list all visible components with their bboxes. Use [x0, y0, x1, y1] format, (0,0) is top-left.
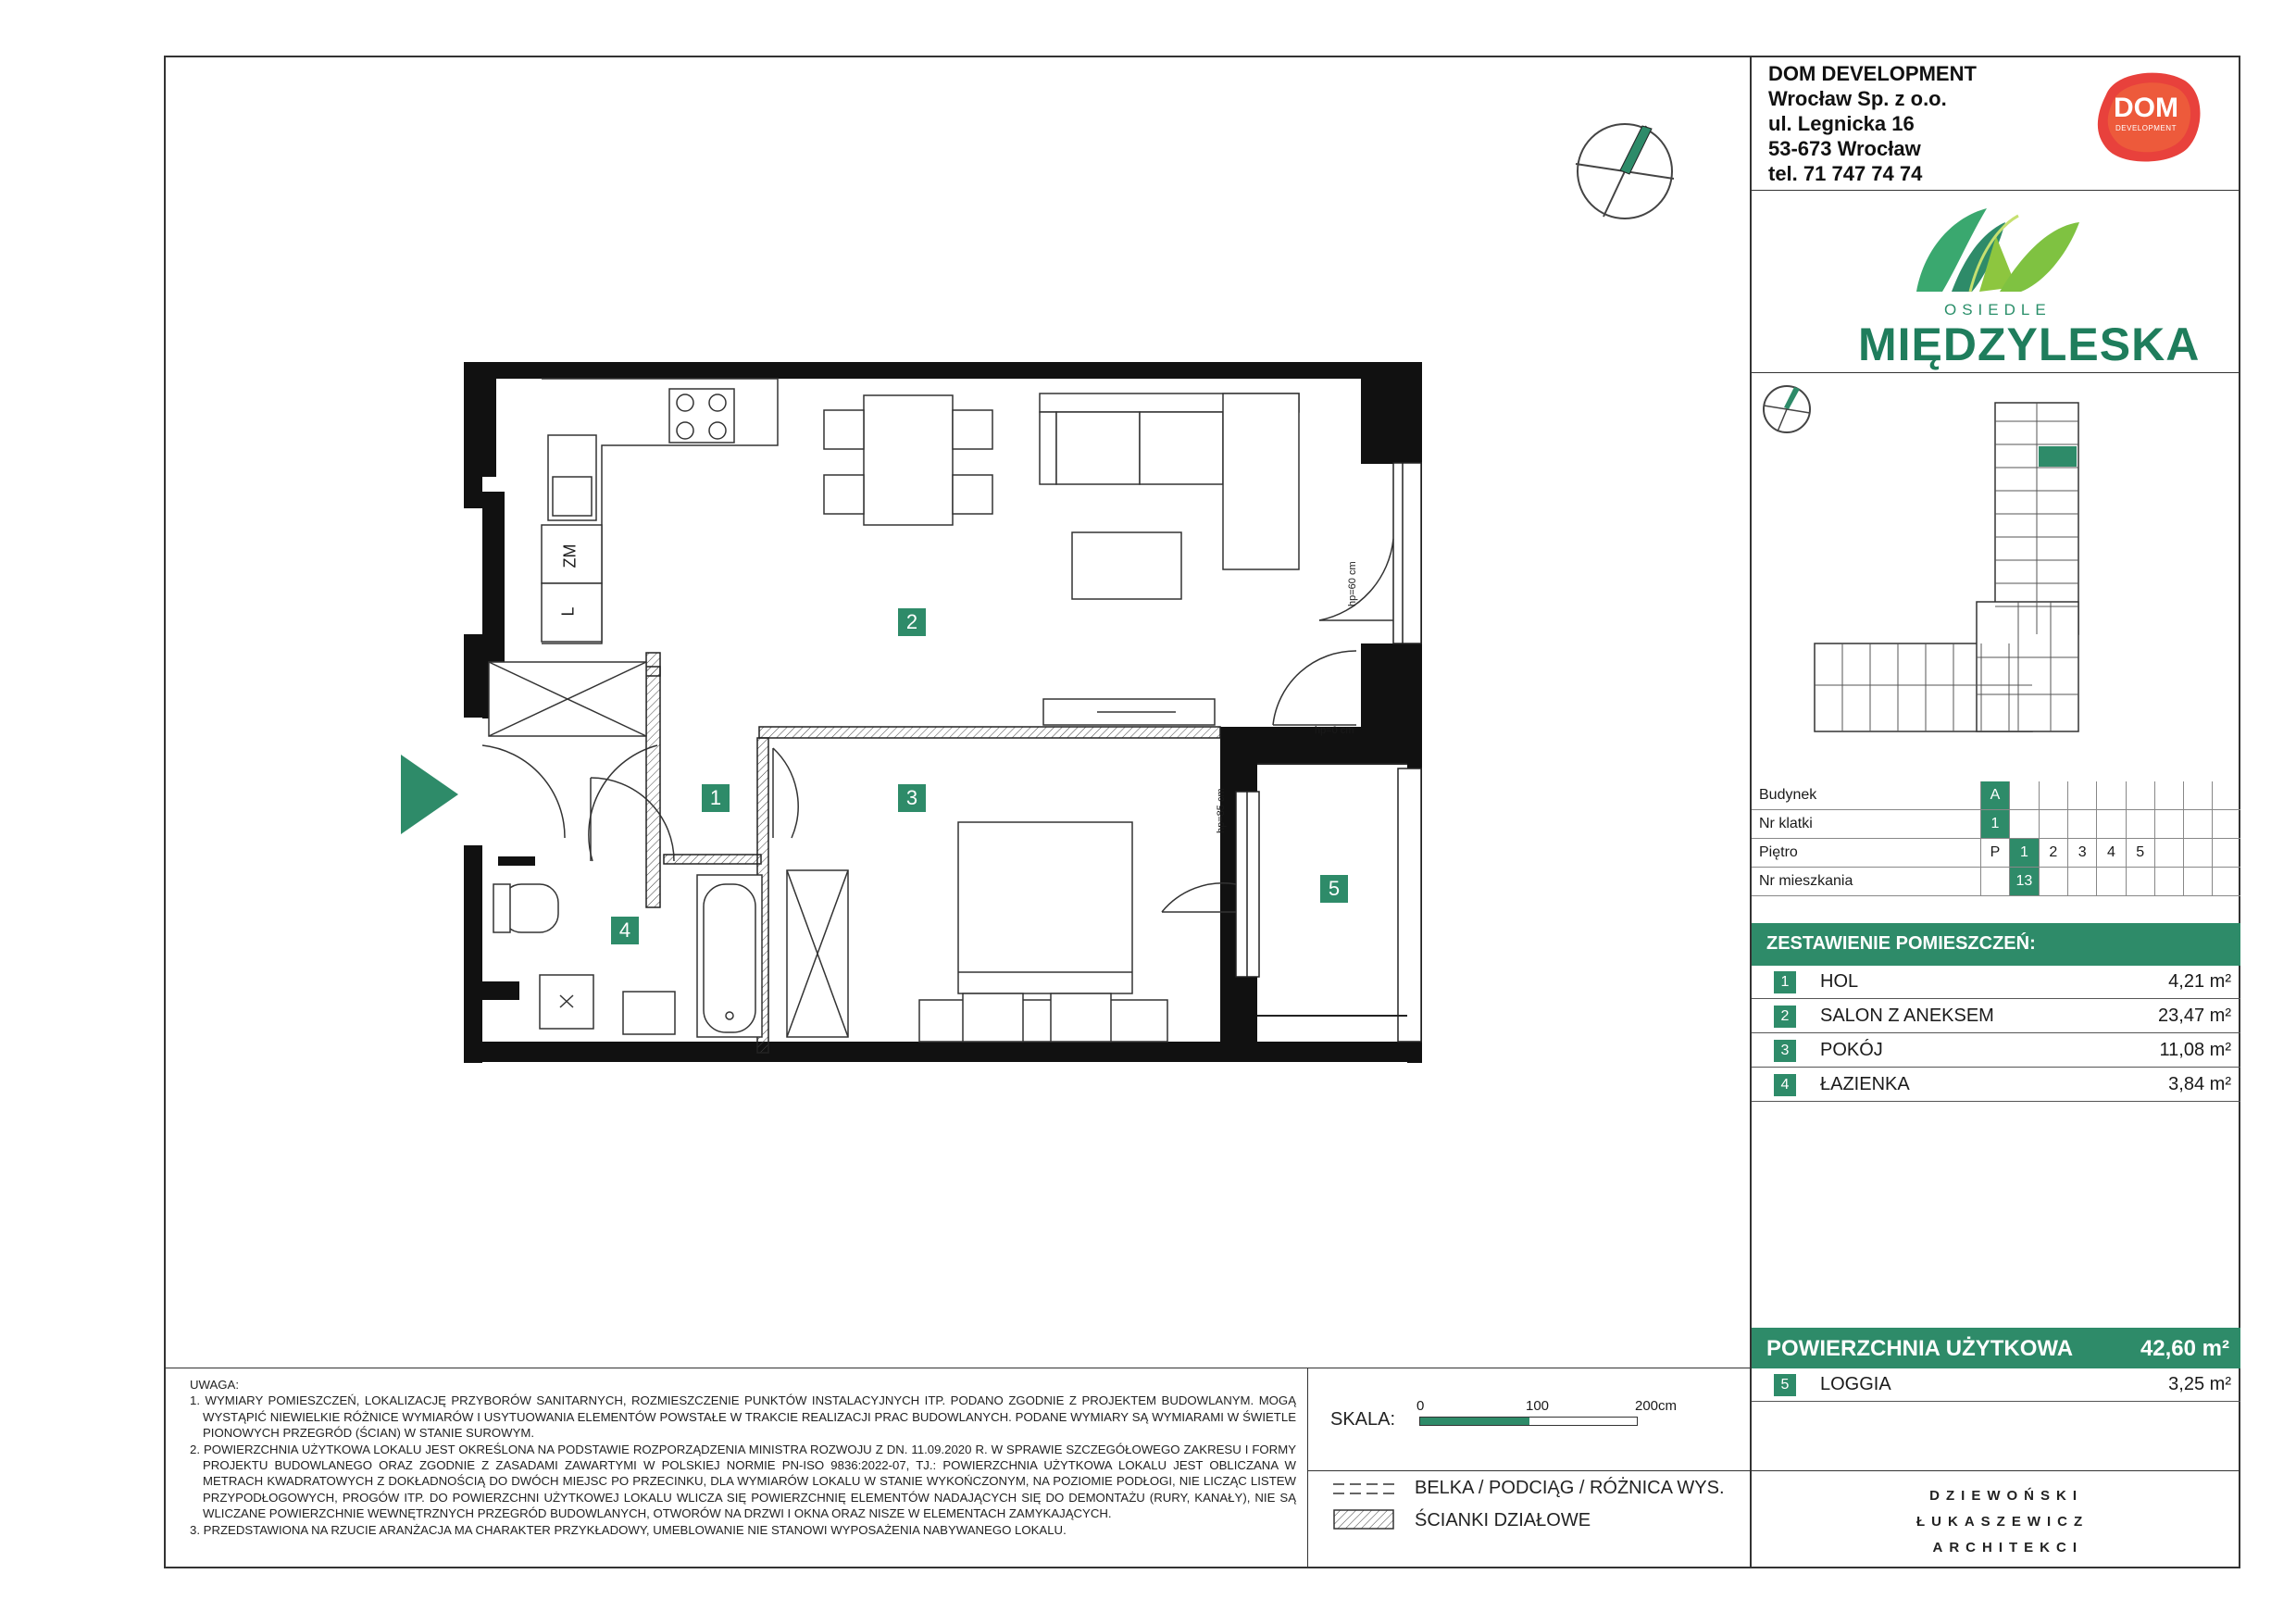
info-cell — [2183, 810, 2212, 839]
info-cell — [2183, 868, 2212, 896]
architect-line-1: DZIEWOŃSKI — [1929, 1488, 2083, 1504]
divider-company — [1750, 190, 2240, 191]
company-info — [1768, 61, 1977, 186]
room-name: SALON Z ANEKSEM — [1820, 1006, 1994, 1026]
plan-label-l: L — [558, 606, 578, 617]
info-cell — [2154, 810, 2183, 839]
loggia-name: LOGGIA — [1820, 1374, 1891, 1394]
dashed-line-icon — [1333, 1481, 1394, 1496]
info-cell — [2097, 810, 2126, 839]
note-2: 2. POWIERZCHNIA UŻYTKOWA LOKALU JEST OKREŚLONA NA PODSTAWIE ROZPORZĄDZENIA MINISTRA ROZWOJU Z DN. 11.09.2020 R. W SPRAWIE SZCZEGÓŁOWEGO ZAKRESU I FORMY PROJEKTU BUDOWLANEGO ORAZ ZGODNIE Z ZASADAMI ZAWARTYMI W POLSKIEJ NORMIE PN-ISO 9836:2022-07, TJ.: POWIERZCHNIA UŻYTKOWA LOKALU JEST OBLICZANA W METRACH KWADRATOWYCH Z DOKŁADNOŚCIĄ DO DWÓCH MIEJSC PO PRZECINKU, DLA WYMIARÓW LOKALU W STANIE WYKOŃCZONYM, NA POZIOMIE PODŁOGI, NIE LICZĄC LISTEW PRZYPODŁOGOWYCH, PROGÓW ITP. DO POWIERZCHNI UŻYTKOWEJ LOKALU WLICZA SIĘ POWIERZCHNIĘ ELEMENTÓW NADAJĄCYCH SIĘ DO DEMONTAŻU (RURY, KANAŁY), NIE SĄ WLICZANE POWIERZCHNIE WEWNĘTRZNYCH PRZEGRÓD BUDOWLANYCH, OTWORÓW NA DRZWI I OKNA ORAZ NISZE W ELEMENTACH ZAMYKAJĄCYCH. — [190, 1442, 1296, 1521]
info-cell — [2039, 868, 2067, 896]
room-row — [1752, 966, 2240, 999]
legend-beam-symbol — [1333, 1481, 1394, 1501]
room-area-unit: m² — [2209, 1040, 2231, 1060]
building-keyplan-icon — [1759, 380, 2231, 759]
info-cell — [2068, 868, 2097, 896]
entrance-arrow-icon — [401, 755, 458, 834]
room-number: 2 — [1774, 1006, 1796, 1028]
company-name: DOM DEVELOPMENT — [1768, 62, 1977, 85]
scale-bar-fill — [1420, 1418, 1529, 1425]
room-area-value: 23,47 — [2158, 1006, 2205, 1026]
info-cell: 1 — [2010, 839, 2040, 868]
room-area — [2160, 1040, 2231, 1061]
room-label-4: 4 — [611, 917, 639, 944]
architect-line-2: ŁUKASZEWICZ — [1916, 1514, 2090, 1530]
room-area — [2168, 971, 2231, 993]
room-number: 1 — [1774, 971, 1796, 993]
info-cell — [2068, 781, 2097, 810]
rooms-header-text: ZESTAWIENIE POMIESZCZEŃ: — [1766, 933, 2036, 954]
room-row — [1752, 1068, 2240, 1102]
info-cell: P — [1980, 839, 2009, 868]
hatched-wall-icon — [1333, 1509, 1394, 1530]
info-row-label: Nr klatki — [1752, 810, 1980, 839]
usable-area-label: POWIERZCHNIA UŻYTKOWA — [1766, 1336, 2074, 1361]
room-number: 4 — [1774, 1074, 1796, 1096]
loggia-row — [1752, 1368, 2240, 1402]
plan-label-hp85: hp=85 cm — [1216, 788, 1227, 833]
company-street: ul. Legnicka 16 — [1768, 112, 1915, 135]
scale-tick-200: 200cm — [1635, 1398, 1678, 1414]
info-cell — [2039, 810, 2067, 839]
scale-label: SKALA: — [1330, 1409, 1396, 1430]
legend-walls-symbol — [1333, 1509, 1394, 1534]
estate-subtitle: OSIEDLE — [1944, 301, 2052, 319]
loggia-area — [2168, 1374, 2231, 1395]
info-cell — [2126, 781, 2154, 810]
company-phone: tel. 71 747 74 74 — [1768, 162, 1923, 185]
logo-text-development: DEVELOPMENT — [2115, 124, 2177, 132]
info-cell — [2212, 839, 2240, 868]
info-cell: 13 — [2010, 868, 2040, 896]
logo-text-dom: DOM — [2114, 93, 2178, 123]
room-area-value: 3,84 — [2168, 1074, 2205, 1094]
room-area — [2158, 1006, 2231, 1027]
room-area-unit: m² — [2209, 1074, 2231, 1094]
floor-plan — [458, 356, 1430, 1065]
divider-estate — [1750, 372, 2240, 373]
entrance-arrow — [401, 755, 458, 839]
key-plan — [1759, 380, 2231, 759]
info-row — [1752, 810, 2240, 839]
info-row — [1752, 868, 2240, 896]
legend-walls-text: ŚCIANKI DZIAŁOWE — [1415, 1510, 1591, 1530]
room-row — [1752, 1000, 2240, 1033]
info-cell — [2126, 868, 2154, 896]
scale-bar — [1419, 1417, 1638, 1426]
divider-notes — [1307, 1368, 1308, 1568]
info-cell — [2097, 868, 2126, 896]
info-row — [1752, 839, 2240, 868]
floor-plan-drawing — [458, 356, 1430, 1065]
loggia-area-unit: m² — [2209, 1374, 2231, 1394]
divider-architect — [1750, 1470, 2240, 1471]
room-area-unit: m² — [2209, 1006, 2231, 1026]
architect-line-3: ARCHITEKCI — [1932, 1540, 2083, 1555]
room-name: HOL — [1820, 971, 1859, 992]
company-branch: Wrocław Sp. z o.o. — [1768, 87, 1947, 110]
info-cell — [1980, 868, 2009, 896]
loggia-area-value: 3,25 — [2168, 1374, 2205, 1394]
scale-tick-0: 0 — [1416, 1398, 1425, 1414]
info-cell — [2154, 868, 2183, 896]
notes-title: UWAGA: — [190, 1378, 239, 1392]
info-row-label: Piętro — [1752, 839, 1980, 868]
info-cell — [2183, 839, 2212, 868]
usable-area-bar — [1752, 1328, 2240, 1368]
info-cell — [2212, 810, 2240, 839]
info-cell: 4 — [2097, 839, 2126, 868]
room-area-value: 11,08 — [2159, 1040, 2205, 1060]
info-cell — [2212, 868, 2240, 896]
info-row-label: Nr mieszkania — [1752, 868, 1980, 896]
info-cell: 3 — [2068, 839, 2097, 868]
room-name: ŁAZIENKA — [1820, 1074, 1910, 1094]
room-label-1: 1 — [702, 784, 730, 812]
room-label-5: 5 — [1320, 875, 1348, 903]
room-label-3: 3 — [898, 784, 926, 812]
info-cell — [2068, 810, 2097, 839]
info-cell: 2 — [2039, 839, 2067, 868]
room-label-2: 2 — [898, 608, 926, 636]
note-1: 1. WYMIARY POMIESZCZEŃ, LOKALIZACJĘ PRZYBORÓW SANITARNYCH, ROZMIESZCZENIE PUNKTÓW INSTALACYJNYCH ITP. PODANO ZGODNIE Z PROJEKTEM BUDOWLANYM. MOGĄ WYSTĄPIĆ NIEWIELKIE RÓŻNICE WYMIARÓW I USYTUOWANIA ELEMENTÓW POWSTAŁE W TRAKCIE REALIZACJI PRAC BUDOWLANYCH. PODANE WYMIARY SĄ WYMIARAMI W ŚWIETLE PIONOWYCH PRZEGRÓD (ŚCIAN) W STANIE SUROWYM. — [190, 1393, 1296, 1441]
info-row-label: Budynek — [1752, 781, 1980, 810]
leaf-logo-icon — [1915, 199, 2081, 301]
loggia-num: 5 — [1774, 1374, 1796, 1396]
info-cell — [2212, 781, 2240, 810]
compass-icon — [1574, 120, 1676, 222]
notes-block — [190, 1377, 1296, 1538]
plan-label-hp60: hp=60 cm — [1347, 561, 1358, 606]
info-cell — [2010, 810, 2040, 839]
info-cell: 5 — [2126, 839, 2154, 868]
divider-legend — [1307, 1470, 1750, 1471]
rooms-header — [1752, 923, 2240, 966]
architect-logo — [1916, 1483, 2090, 1561]
info-cell — [2126, 810, 2154, 839]
room-row — [1752, 1034, 2240, 1068]
plan-label-hp0: hp=0 cm — [1315, 725, 1354, 736]
estate-logo-mark — [1915, 199, 2081, 306]
legend-beam-text: BELKA / PODCIĄG / RÓŻNICA WYS. — [1415, 1478, 1725, 1498]
note-3: 3. PRZEDSTAWIONA NA RZUCIE ARANŻACJA MA CHARAKTER PRZYKŁADOWY, UMEBLOWANIE NIE STANOWI WYPOSAŻENIA NABYWANEGO LOKALU. — [190, 1522, 1067, 1537]
info-cell: A — [1980, 781, 2009, 810]
apartment-info-table — [1752, 781, 2240, 896]
room-name: POKÓJ — [1820, 1040, 1883, 1060]
scale-tick-100: 100 — [1526, 1398, 1550, 1414]
room-area — [2168, 1074, 2231, 1095]
info-row — [1752, 781, 2240, 810]
room-number: 3 — [1774, 1040, 1796, 1062]
usable-area-value: 42,60 m² — [2140, 1336, 2229, 1361]
info-cell — [2154, 839, 2183, 868]
dom-development-logo — [2088, 67, 2208, 169]
info-cell — [2154, 781, 2183, 810]
info-cell — [2097, 781, 2126, 810]
info-cell — [2183, 781, 2212, 810]
estate-name: MIĘDZYLESKA — [1858, 319, 2201, 370]
plan-label-zm: ZM — [560, 543, 580, 568]
info-cell — [2039, 781, 2067, 810]
room-area-value: 4,21 — [2168, 971, 2205, 992]
info-cell — [2010, 781, 2040, 810]
info-cell: 1 — [1980, 810, 2009, 839]
company-city: 53-673 Wrocław — [1768, 137, 1921, 160]
compass-north — [1574, 120, 1676, 227]
room-area-unit: m² — [2209, 971, 2231, 992]
